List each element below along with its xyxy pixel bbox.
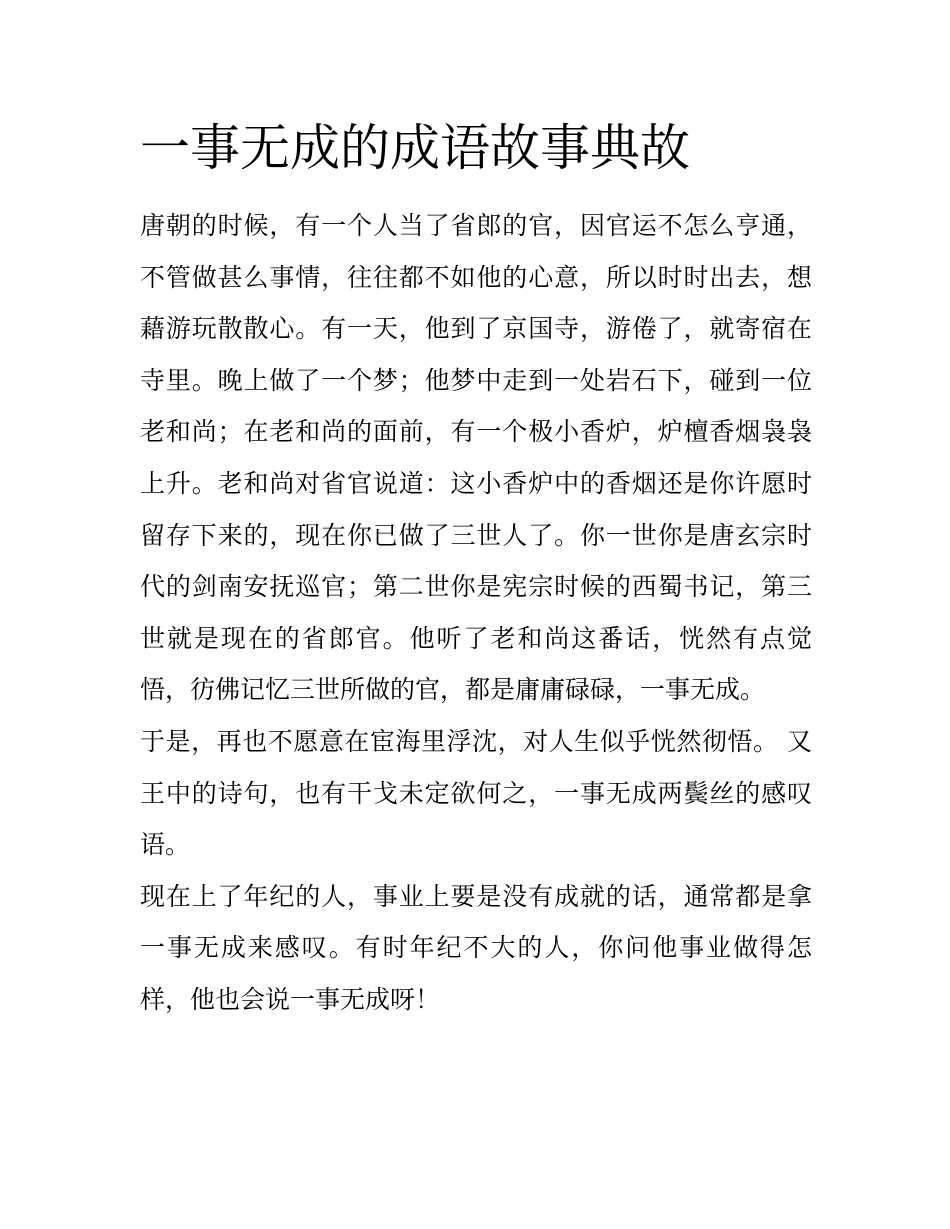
paragraph-modern-usage: 现在上了年纪的人，事业上要是没有成就的话，通常都是拿一事无成来感叹。有时年纪不大的人，你问他事业做得怎样，他也会说一事无成呀！ [140,881,812,1014]
paragraph-realization: 于是，再也不愿意在宦海里浮沈，对人生似乎恍然彻悟。 又王中的诗句，也有干戈未定欲何之，一事无成两鬓丝的感叹语。 [140,726,812,860]
paragraph-story: 唐朝的时候，有一个人当了省郎的官，因官运不怎么亨通，不管做甚么事情，往往都不如他的心意，所以时时出去，想藉游玩散散心。有一天，他到了京国寺，游倦了，就寄宿在寺里。晚上做了一个梦；他梦中走到一处岩石下，碰到一位老和尚；在老和尚的面前，有一个极小香炉，炉檀香烟袅袅上升。老和尚对省官说道：这小香炉中的香烟还是你许愿时留存下来的，现在你已做了三世人了。你一世你是唐玄宗时代的剑南安抚巡官；第二世你是宪宗时候的西蜀书记，第三世就是现在的省郎官。他听了老和尚这番话，恍然有点觉悟，彷佛记忆三世所做的官，都是庸庸碌碌，一事无成。 [140,211,812,705]
document-body [140,200,812,1026]
document-title: 一事无成的成语故事典故 [140,119,690,177]
